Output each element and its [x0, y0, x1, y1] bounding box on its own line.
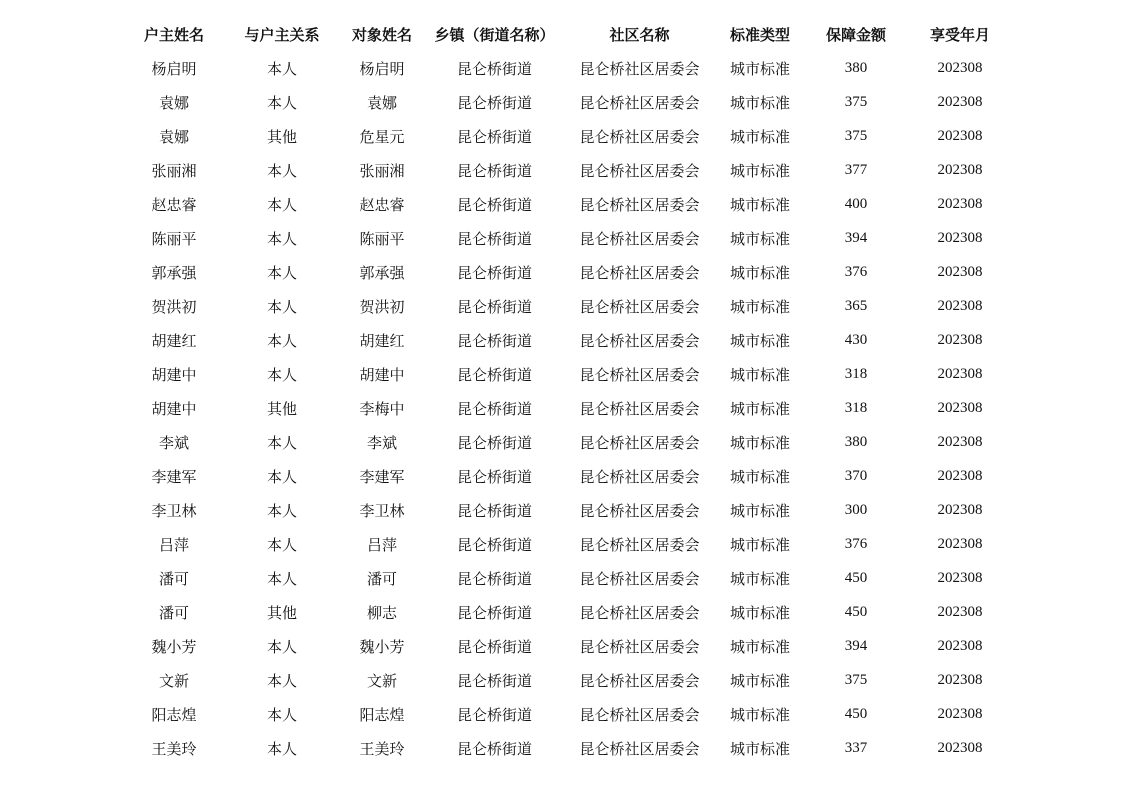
header-standard-type: 标准类型 [729, 25, 790, 44]
cell-period: 202308 [937, 739, 983, 756]
cell-recipient-name: 文新 [366, 671, 397, 690]
cell-amount: 394 [844, 637, 868, 654]
cell-town-street: 昆仑桥街道 [456, 365, 532, 384]
cell-community-name: 昆仑桥社区居委会 [579, 297, 700, 316]
cell-recipient-name: 魏小芳 [359, 637, 405, 656]
cell-community-name: 昆仑桥社区居委会 [579, 161, 700, 180]
cell-householder-name: 郭承强 [151, 263, 197, 282]
cell-period: 202308 [937, 671, 983, 688]
table-row [120, 527, 1010, 561]
cell-period: 202308 [937, 637, 983, 654]
cell-town-street: 昆仑桥街道 [456, 331, 532, 350]
cell-period: 202308 [937, 297, 983, 314]
cell-town-street: 昆仑桥街道 [456, 59, 532, 78]
cell-standard-type: 城市标准 [729, 705, 790, 724]
cell-relationship: 本人 [266, 59, 297, 78]
cell-community-name: 昆仑桥社区居委会 [579, 229, 700, 248]
cell-amount: 375 [844, 127, 868, 144]
cell-householder-name: 李斌 [158, 433, 189, 452]
cell-amount: 375 [844, 93, 868, 110]
cell-recipient-name: 潘可 [366, 569, 397, 588]
cell-householder-name: 阳志煌 [151, 705, 197, 724]
cell-recipient-name: 李卫林 [359, 501, 405, 520]
cell-standard-type: 城市标准 [729, 603, 790, 622]
cell-amount: 430 [844, 331, 868, 348]
cell-period: 202308 [937, 433, 983, 450]
cell-town-street: 昆仑桥街道 [456, 297, 532, 316]
cell-standard-type: 城市标准 [729, 399, 790, 418]
cell-amount: 376 [844, 535, 868, 552]
table-row [120, 663, 1010, 697]
header-amount: 保障金额 [825, 25, 886, 44]
cell-standard-type: 城市标准 [729, 161, 790, 180]
cell-standard-type: 城市标准 [729, 195, 790, 214]
cell-relationship: 本人 [266, 263, 297, 282]
cell-community-name: 昆仑桥社区居委会 [579, 399, 700, 418]
cell-recipient-name: 危星元 [359, 127, 405, 146]
table-row [120, 459, 1010, 493]
cell-community-name: 昆仑桥社区居委会 [579, 705, 700, 724]
document-sheet [120, 17, 1010, 765]
cell-standard-type: 城市标准 [729, 93, 790, 112]
cell-period: 202308 [937, 569, 983, 586]
cell-town-street: 昆仑桥街道 [456, 535, 532, 554]
cell-recipient-name: 赵忠睿 [359, 195, 405, 214]
cell-recipient-name: 郭承强 [359, 263, 405, 282]
cell-recipient-name: 阳志煌 [359, 705, 405, 724]
table-row [120, 391, 1010, 425]
cell-town-street: 昆仑桥街道 [456, 739, 532, 758]
cell-householder-name: 李卫林 [151, 501, 197, 520]
cell-recipient-name: 张丽湘 [359, 161, 405, 180]
cell-town-street: 昆仑桥街道 [456, 501, 532, 520]
cell-amount: 365 [844, 297, 868, 314]
cell-recipient-name: 杨启明 [359, 59, 405, 78]
cell-householder-name: 袁娜 [158, 93, 189, 112]
cell-town-street: 昆仑桥街道 [456, 195, 532, 214]
cell-amount: 377 [844, 161, 868, 178]
cell-period: 202308 [937, 705, 983, 722]
cell-relationship: 本人 [266, 93, 297, 112]
cell-period: 202308 [937, 59, 983, 76]
cell-town-street: 昆仑桥街道 [456, 399, 532, 418]
cell-relationship: 本人 [266, 229, 297, 248]
table-body [120, 51, 1010, 765]
cell-recipient-name: 胡建红 [359, 331, 405, 350]
cell-standard-type: 城市标准 [729, 229, 790, 248]
table-row [120, 697, 1010, 731]
cell-amount: 450 [844, 569, 868, 586]
table-row [120, 153, 1010, 187]
cell-period: 202308 [937, 467, 983, 484]
cell-relationship: 本人 [266, 705, 297, 724]
header-row [120, 17, 1010, 51]
cell-community-name: 昆仑桥社区居委会 [579, 671, 700, 690]
cell-householder-name: 潘可 [158, 569, 189, 588]
cell-town-street: 昆仑桥街道 [456, 161, 532, 180]
cell-town-street: 昆仑桥街道 [456, 569, 532, 588]
header-householder-name: 户主姓名 [143, 25, 204, 44]
cell-standard-type: 城市标准 [729, 739, 790, 758]
table-row [120, 595, 1010, 629]
table-row [120, 493, 1010, 527]
cell-householder-name: 文新 [158, 671, 189, 690]
cell-recipient-name: 李建军 [359, 467, 405, 486]
cell-community-name: 昆仑桥社区居委会 [579, 569, 700, 588]
cell-householder-name: 陈丽平 [151, 229, 197, 248]
table-row [120, 221, 1010, 255]
cell-standard-type: 城市标准 [729, 671, 790, 690]
cell-householder-name: 胡建中 [151, 399, 197, 418]
cell-householder-name: 胡建中 [151, 365, 197, 384]
cell-town-street: 昆仑桥街道 [456, 603, 532, 622]
cell-standard-type: 城市标准 [729, 569, 790, 588]
cell-standard-type: 城市标准 [729, 127, 790, 146]
cell-community-name: 昆仑桥社区居委会 [579, 433, 700, 452]
table-row [120, 289, 1010, 323]
table-row [120, 51, 1010, 85]
cell-period: 202308 [937, 501, 983, 518]
cell-householder-name: 杨启明 [151, 59, 197, 78]
cell-householder-name: 贺洪初 [151, 297, 197, 316]
cell-relationship: 本人 [266, 331, 297, 350]
cell-standard-type: 城市标准 [729, 433, 790, 452]
cell-relationship: 本人 [266, 671, 297, 690]
table-row [120, 255, 1010, 289]
cell-recipient-name: 李斌 [366, 433, 397, 452]
cell-period: 202308 [937, 195, 983, 212]
header-recipient-name: 对象姓名 [351, 25, 412, 44]
table-row [120, 85, 1010, 119]
cell-town-street: 昆仑桥街道 [456, 705, 532, 724]
cell-period: 202308 [937, 229, 983, 246]
cell-relationship: 本人 [266, 739, 297, 758]
cell-period: 202308 [937, 603, 983, 620]
cell-town-street: 昆仑桥街道 [456, 127, 532, 146]
cell-period: 202308 [937, 161, 983, 178]
cell-community-name: 昆仑桥社区居委会 [579, 535, 700, 554]
cell-standard-type: 城市标准 [729, 297, 790, 316]
cell-town-street: 昆仑桥街道 [456, 467, 532, 486]
table-row [120, 119, 1010, 153]
table-row [120, 425, 1010, 459]
table-row [120, 561, 1010, 595]
cell-period: 202308 [937, 263, 983, 280]
cell-community-name: 昆仑桥社区居委会 [579, 739, 700, 758]
cell-standard-type: 城市标准 [729, 501, 790, 520]
table-row [120, 629, 1010, 663]
cell-standard-type: 城市标准 [729, 331, 790, 350]
cell-amount: 400 [844, 195, 868, 212]
cell-relationship: 本人 [266, 161, 297, 180]
header-town-street: 乡镇（街道名称） [434, 25, 555, 44]
cell-amount: 394 [844, 229, 868, 246]
cell-standard-type: 城市标准 [729, 59, 790, 78]
cell-amount: 300 [844, 501, 868, 518]
cell-amount: 370 [844, 467, 868, 484]
cell-town-street: 昆仑桥街道 [456, 637, 532, 656]
cell-relationship: 本人 [266, 535, 297, 554]
cell-community-name: 昆仑桥社区居委会 [579, 263, 700, 282]
cell-standard-type: 城市标准 [729, 637, 790, 656]
cell-community-name: 昆仑桥社区居委会 [579, 467, 700, 486]
cell-recipient-name: 胡建中 [359, 365, 405, 384]
cell-period: 202308 [937, 93, 983, 110]
cell-relationship: 本人 [266, 195, 297, 214]
cell-amount: 380 [844, 59, 868, 76]
cell-recipient-name: 陈丽平 [359, 229, 405, 248]
cell-amount: 450 [844, 705, 868, 722]
header-period: 享受年月 [929, 25, 990, 44]
cell-community-name: 昆仑桥社区居委会 [579, 501, 700, 520]
cell-amount: 318 [844, 365, 868, 382]
cell-relationship: 其他 [266, 127, 297, 146]
cell-relationship: 本人 [266, 501, 297, 520]
cell-recipient-name: 袁娜 [366, 93, 397, 112]
cell-community-name: 昆仑桥社区居委会 [579, 331, 700, 350]
cell-householder-name: 吕萍 [158, 535, 189, 554]
cell-standard-type: 城市标准 [729, 467, 790, 486]
cell-amount: 380 [844, 433, 868, 450]
cell-town-street: 昆仑桥街道 [456, 93, 532, 112]
cell-amount: 376 [844, 263, 868, 280]
cell-standard-type: 城市标准 [729, 535, 790, 554]
cell-amount: 318 [844, 399, 868, 416]
cell-recipient-name: 吕萍 [366, 535, 397, 554]
table-row [120, 323, 1010, 357]
table-row [120, 731, 1010, 765]
header-relationship: 与户主关系 [244, 25, 320, 44]
cell-amount: 375 [844, 671, 868, 688]
cell-community-name: 昆仑桥社区居委会 [579, 127, 700, 146]
cell-period: 202308 [937, 331, 983, 348]
table-row [120, 187, 1010, 221]
cell-recipient-name: 李梅中 [359, 399, 405, 418]
cell-recipient-name: 柳志 [366, 603, 397, 622]
cell-town-street: 昆仑桥街道 [456, 263, 532, 282]
cell-community-name: 昆仑桥社区居委会 [579, 603, 700, 622]
cell-standard-type: 城市标准 [729, 263, 790, 282]
cell-relationship: 本人 [266, 637, 297, 656]
cell-amount: 337 [844, 739, 868, 756]
assistance-table [120, 17, 1010, 765]
cell-community-name: 昆仑桥社区居委会 [579, 93, 700, 112]
cell-relationship: 其他 [266, 399, 297, 418]
cell-town-street: 昆仑桥街道 [456, 229, 532, 248]
cell-amount: 450 [844, 603, 868, 620]
cell-standard-type: 城市标准 [729, 365, 790, 384]
cell-householder-name: 潘可 [158, 603, 189, 622]
cell-householder-name: 胡建红 [151, 331, 197, 350]
cell-householder-name: 王美玲 [151, 739, 197, 758]
cell-householder-name: 张丽湘 [151, 161, 197, 180]
cell-community-name: 昆仑桥社区居委会 [579, 59, 700, 78]
cell-relationship: 其他 [266, 603, 297, 622]
cell-town-street: 昆仑桥街道 [456, 671, 532, 690]
cell-householder-name: 李建军 [151, 467, 197, 486]
cell-period: 202308 [937, 127, 983, 144]
table-row [120, 357, 1010, 391]
cell-relationship: 本人 [266, 433, 297, 452]
cell-recipient-name: 贺洪初 [359, 297, 405, 316]
cell-period: 202308 [937, 535, 983, 552]
cell-community-name: 昆仑桥社区居委会 [579, 637, 700, 656]
cell-community-name: 昆仑桥社区居委会 [579, 365, 700, 384]
cell-community-name: 昆仑桥社区居委会 [579, 195, 700, 214]
cell-recipient-name: 王美玲 [359, 739, 405, 758]
cell-householder-name: 袁娜 [158, 127, 189, 146]
cell-town-street: 昆仑桥街道 [456, 433, 532, 452]
cell-relationship: 本人 [266, 569, 297, 588]
cell-householder-name: 赵忠睿 [151, 195, 197, 214]
cell-relationship: 本人 [266, 467, 297, 486]
cell-period: 202308 [937, 365, 983, 382]
cell-householder-name: 魏小芳 [151, 637, 197, 656]
cell-relationship: 本人 [266, 297, 297, 316]
cell-period: 202308 [937, 399, 983, 416]
cell-relationship: 本人 [266, 365, 297, 384]
header-community-name: 社区名称 [609, 25, 670, 44]
